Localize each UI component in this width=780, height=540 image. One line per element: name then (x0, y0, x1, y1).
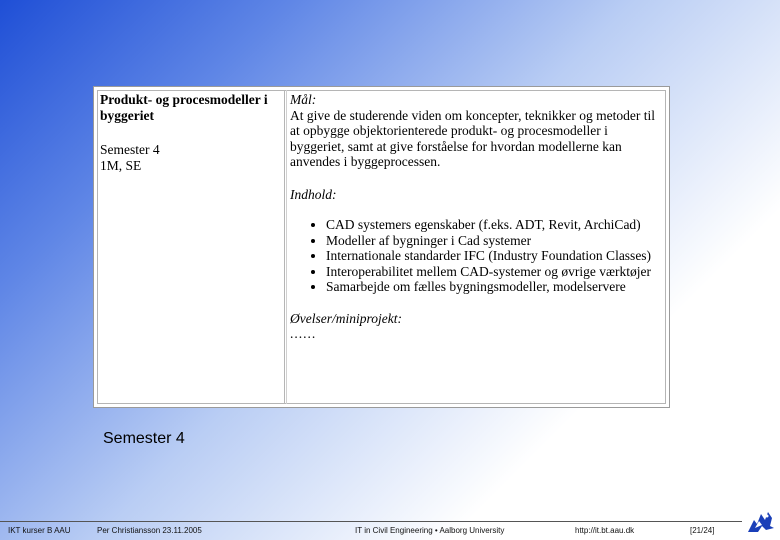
goal-heading: Mål: (290, 92, 317, 107)
content-item: • Interoperabilitet mellem CAD-systemer og øvrige værktøjer (326, 264, 664, 280)
exercise-heading: Øvelser/miniprojekt: (290, 310, 402, 326)
footer-page-number: [21/24] (690, 526, 715, 535)
footer-course-label: IKT kurser B AAU (8, 526, 71, 535)
content-item: • Modeller af bygninger i Cad systemer (326, 233, 664, 249)
course-credits: 1M, SE (100, 158, 142, 173)
slide-caption: Semester 4 (103, 430, 185, 447)
course-semester: Semester 4 (100, 142, 160, 157)
content-item: • Internationale standarder IFC (Industry Foundation Classes) (326, 248, 664, 264)
university-logo-icon (744, 506, 776, 536)
course-title: Produkt- og procesmodeller i byggeriet (100, 92, 268, 123)
exercise-text: ...... (290, 326, 317, 341)
goal-text: At give de studerende viden om koncepter, teknikker og metoder til at opbygge objektorienterede produkt- og procesmodeller i byggeriet, samt at give forståelse for hvordan modellerne kan anvendes i byggeprocessen. (290, 107, 655, 169)
content-item: • CAD systemers egenskaber (f.eks. ADT, Revit, ArchiCad) (326, 217, 664, 233)
footer-divider (0, 521, 742, 522)
course-description-table (93, 86, 670, 408)
column-divider (284, 90, 285, 404)
content-item: • Samarbejde om fælles bygningsmodeller, modelservere (326, 279, 664, 295)
footer-organization: IT in Civil Engineering • Aalborg University (355, 526, 505, 535)
course-info-column (100, 92, 282, 174)
column-divider-shadow (286, 90, 287, 404)
content-heading: Indhold: (290, 186, 337, 202)
course-details-column (290, 92, 664, 342)
content-list (290, 217, 664, 295)
footer-author-date: Per Christiansson 23.11.2005 (97, 526, 202, 535)
footer-url[interactable]: http://it.bt.aau.dk (575, 526, 635, 535)
